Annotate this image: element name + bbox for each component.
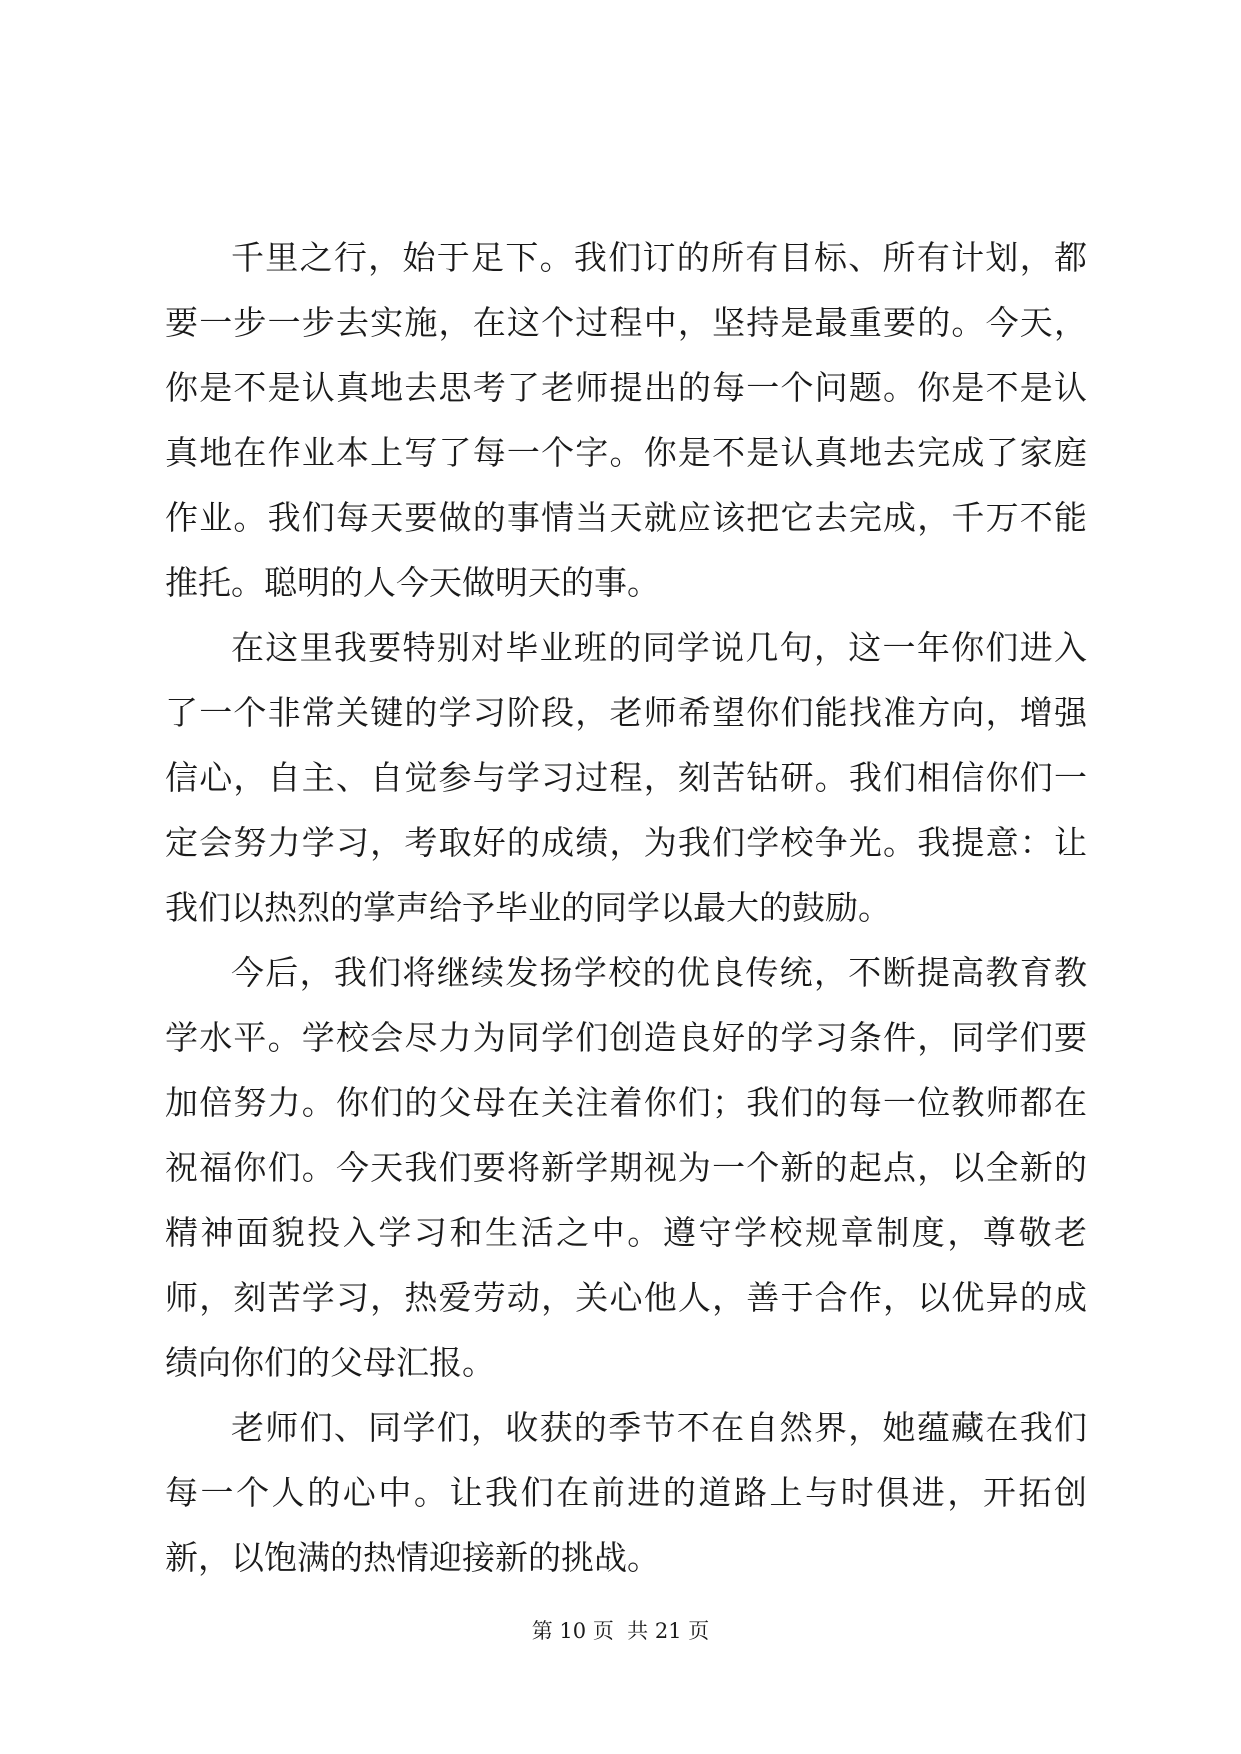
paragraph-3: 今后，我们将继续发扬学校的优良传统，不断提高教育教学水平。学校会尽力为同学们创造良好的学习条件，同学们要加倍努力。你们的父母在关注着你们；我们的每一位教师都在祝福你们。今天我们要将新学期视为一个新的起点，以全新的精神面貌投入学习和生活之中。遵守学校规章制度，尊敬老师，刻苦学习，热爱劳动，关心他人，善于合作，以优异的成绩向你们的父母汇报。 [165, 953, 1087, 1382]
paragraph-4: 老师们、同学们，收获的季节不在自然界，她蕴藏在我们每一个人的心中。让我们在前进的道路上与时俱进，开拓创新，以饱满的热情迎接新的挑战。 [165, 1408, 1087, 1577]
paragraph-1: 千里之行，始于足下。我们订的所有目标、所有计划，都要一步一步去实施，在这个过程中，坚持是最重要的。今天，你是不是认真地去思考了老师提出的每一个问题。你是不是认真地在作业本上写了每一个字。你是不是认真地去完成了家庭作业。我们每天要做的事情当天就应该把它去完成，千万不能推托。聪明的人今天做明天的事。 [165, 238, 1087, 602]
document-body [165, 225, 1087, 1590]
paragraph-2: 在这里我要特别对毕业班的同学说几句，这一年你们进入了一个非常关键的学习阶段，老师希望你们能找准方向，增强信心，自主、自觉参与学习过程，刻苦钻研。我们相信你们一定会努力学习，考取好的成绩，为我们学校争光。我提意：让我们以热烈的掌声给予毕业的同学以最大的鼓励。 [165, 628, 1087, 927]
page-number-footer: 第 10 页 共 21 页 [531, 1619, 710, 1643]
